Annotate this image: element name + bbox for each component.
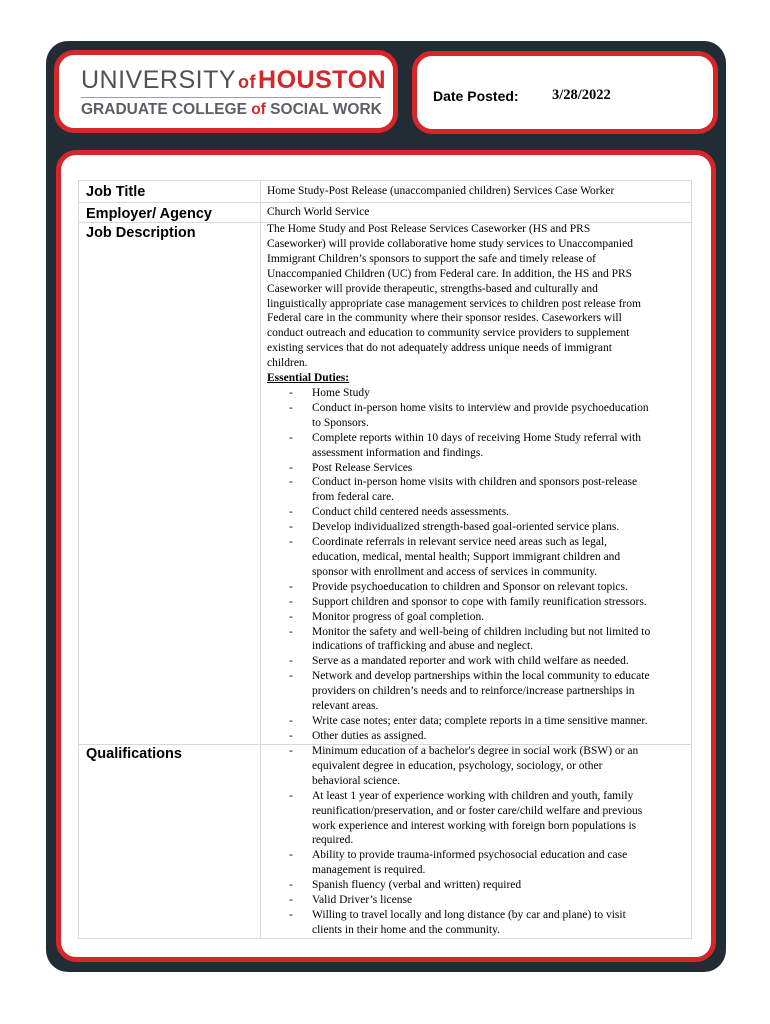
duty-item bbox=[267, 431, 687, 461]
duty-item bbox=[267, 505, 687, 520]
description-line: Immigrant Children’s sponsors to support the safe and timely release of bbox=[267, 252, 596, 265]
bullet-dash: - bbox=[289, 401, 293, 414]
table-border-top bbox=[78, 180, 692, 181]
bullet-dash: - bbox=[289, 655, 293, 668]
duty-item-text: Serve as a mandated reporter and work with child welfare as needed. bbox=[312, 655, 629, 668]
qualification-item-text: clients in their home and the community. bbox=[312, 923, 501, 936]
duty-item-text: providers on children’s needs and to reinforce/increase partnerships in bbox=[312, 685, 635, 698]
bullet-dash: - bbox=[289, 580, 293, 593]
essential-duties-heading: Essential Duties: bbox=[267, 372, 350, 385]
job-description-text bbox=[267, 222, 687, 386]
bullet-dash: - bbox=[289, 476, 293, 489]
qualification-item-text: Ability to provide trauma-informed psychosocial education and case bbox=[312, 849, 628, 862]
qualification-item-text: management is required. bbox=[312, 864, 426, 877]
duty-item-text: Conduct in-person home visits to interview and provide psychoeducation bbox=[312, 401, 649, 414]
university-logo-panel bbox=[54, 50, 398, 133]
description-line: Unaccompanied Children (UC) from Federal care. In addition, the HS and PRS bbox=[267, 267, 633, 280]
employer-label: Employer/ Agency bbox=[86, 206, 212, 222]
employer-value: Church World Service bbox=[267, 206, 370, 218]
description-line: Federal care in the community where their sponsor resides. Caseworkers will bbox=[267, 312, 622, 325]
logo-divider bbox=[81, 97, 381, 98]
qualification-item-text: required. bbox=[312, 834, 354, 847]
duty-item-text: Home Study bbox=[312, 387, 370, 399]
duty-item bbox=[267, 654, 687, 669]
bullet-dash: - bbox=[289, 789, 293, 802]
bullet-dash: - bbox=[289, 745, 293, 757]
duty-item-text: assessment information and findings. bbox=[312, 446, 484, 459]
qualification-item bbox=[267, 744, 687, 789]
duty-item bbox=[267, 669, 687, 714]
qualification-item-text: Spanish fluency (verbal and written) required bbox=[312, 879, 522, 892]
description-line: The Home Study and Post Release Services Caseworker (HS and PRS bbox=[267, 223, 591, 235]
table-column-divider bbox=[260, 180, 261, 939]
duty-item-text: Provide psychoeducation to children and Sponsor on relevant topics. bbox=[312, 580, 628, 593]
duty-item bbox=[267, 625, 687, 655]
duty-item bbox=[267, 475, 687, 505]
college-name-prefix: GRADUATE COLLEGE bbox=[81, 101, 247, 118]
duty-item bbox=[267, 461, 687, 476]
bullet-dash: - bbox=[289, 536, 293, 549]
bullet-dash: - bbox=[289, 894, 293, 907]
qualification-item bbox=[267, 789, 687, 849]
bullet-dash: - bbox=[289, 610, 293, 623]
duty-item bbox=[267, 401, 687, 431]
college-name-of: of bbox=[251, 101, 266, 118]
duty-item bbox=[267, 580, 687, 595]
duty-item-text: Support children and sponsor to cope with family reunification stressors. bbox=[312, 595, 647, 608]
description-line: existing services that do not adequately address unique needs of immigrant bbox=[267, 342, 612, 355]
duty-item-text: indications of trafficking and abuse and neglect. bbox=[312, 640, 534, 653]
duty-item-text: Develop individualized strength-based goal-oriented service plans. bbox=[312, 521, 620, 534]
qualifications-label: Qualifications bbox=[86, 746, 182, 762]
job-title-value: Home Study-Post Release (unaccompanied children) Services Case Worker bbox=[267, 185, 615, 197]
duty-item-text: Monitor progress of goal completion. bbox=[312, 610, 485, 623]
table-row-divider bbox=[78, 202, 692, 203]
description-line: linguistically appropriate case management services to children post release from bbox=[267, 297, 641, 310]
duty-item bbox=[267, 714, 687, 729]
college-name bbox=[81, 99, 382, 121]
bullet-dash: - bbox=[289, 714, 293, 727]
description-line: Caseworker will provide therapeutic, strengths-based and culturally and bbox=[267, 282, 598, 295]
university-logo-wordmark bbox=[81, 65, 386, 97]
bullet-dash: - bbox=[289, 387, 293, 399]
job-description-label: Job Description bbox=[86, 225, 196, 241]
bullet-dash: - bbox=[289, 461, 293, 474]
logo-of-text: of bbox=[238, 72, 257, 92]
description-line: children. bbox=[267, 357, 308, 370]
duty-item-text: Write case notes; enter data; complete reports in a time sensitive manner. bbox=[312, 714, 648, 727]
bullet-dash: - bbox=[289, 908, 293, 921]
qualification-item bbox=[267, 908, 687, 938]
logo-houston-text: HOUSTON bbox=[258, 66, 387, 94]
description-line: Caseworker) will provide collaborative home study services to Unaccompanied bbox=[267, 237, 633, 250]
table-border-right bbox=[691, 180, 692, 939]
bullet-dash: - bbox=[289, 431, 293, 444]
qualification-item bbox=[267, 878, 687, 893]
qualification-item-text: At least 1 year of experience working with children and youth, family bbox=[312, 789, 634, 802]
qualification-item-text: work experience and interest working with foreign born populations is bbox=[312, 819, 637, 832]
table-border-left bbox=[78, 180, 79, 939]
qualification-item-text: equivalent degree in education, psychology, sociology, or other bbox=[312, 759, 603, 772]
date-posted-panel bbox=[412, 51, 718, 134]
duty-item bbox=[267, 595, 687, 610]
essential-duties-list bbox=[267, 386, 687, 744]
duty-item-text: education, medical, mental health; Support immigrant children and bbox=[312, 550, 621, 563]
duty-item-text: Network and develop partnerships within the local community to educate bbox=[312, 670, 650, 683]
duty-item-text: Other duties as assigned. bbox=[312, 729, 427, 742]
duty-item bbox=[267, 729, 687, 744]
bullet-dash: - bbox=[289, 729, 293, 742]
duty-item bbox=[267, 535, 687, 580]
duty-item-text: Conduct in-person home visits with children and sponsors post-release bbox=[312, 476, 638, 489]
qualification-item-text: Valid Driver’s license bbox=[312, 894, 413, 907]
qualification-item-text: behavioral science. bbox=[312, 774, 401, 787]
bullet-dash: - bbox=[289, 506, 293, 519]
bullet-dash: - bbox=[289, 849, 293, 862]
duty-item bbox=[267, 610, 687, 625]
duty-item-text: Complete reports within 10 days of receiving Home Study referral with bbox=[312, 431, 641, 444]
duty-item bbox=[267, 520, 687, 535]
bullet-dash: - bbox=[289, 625, 293, 638]
table-border-bottom bbox=[78, 938, 692, 939]
qualification-item-text: reunification/preservation, and or foster care/child welfare and previous bbox=[312, 804, 643, 817]
date-posted-value: 3/28/2022 bbox=[552, 87, 611, 103]
duty-item-text: from federal care. bbox=[312, 491, 395, 504]
date-posted-label: Date Posted: bbox=[433, 88, 519, 104]
duty-item-text: Post Release Services bbox=[312, 461, 413, 474]
bullet-dash: - bbox=[289, 595, 293, 608]
duty-item-text: relevant areas. bbox=[312, 700, 379, 713]
bullet-dash: - bbox=[289, 521, 293, 534]
qualifications-list bbox=[267, 744, 687, 938]
duty-item bbox=[267, 386, 687, 401]
bullet-dash: - bbox=[289, 879, 293, 892]
duty-item-text: Monitor the safety and well-being of children including but not limited to bbox=[312, 625, 651, 638]
qualification-item-text: Willing to travel locally and long distance (by car and plane) to visit bbox=[312, 908, 626, 921]
qualification-item bbox=[267, 893, 687, 908]
qualification-item-text: Minimum education of a bachelor's degree in social work (BSW) or an bbox=[312, 745, 639, 757]
job-title-label: Job Title bbox=[86, 184, 146, 200]
duty-item-text: Coordinate referrals in relevant service need areas such as legal, bbox=[312, 536, 608, 549]
description-line: conduct outreach and education to community service providers to supplement bbox=[267, 327, 630, 340]
duty-item-text: to Sponsors. bbox=[312, 416, 369, 429]
bullet-dash: - bbox=[289, 670, 293, 683]
college-name-suffix: SOCIAL WORK bbox=[270, 101, 382, 118]
logo-university-text: UNIVERSITY bbox=[81, 66, 237, 94]
duty-item-text: sponsor with enrollment and access of services in community. bbox=[312, 565, 598, 578]
duty-item-text: Conduct child centered needs assessments. bbox=[312, 506, 510, 519]
qualification-item bbox=[267, 848, 687, 878]
